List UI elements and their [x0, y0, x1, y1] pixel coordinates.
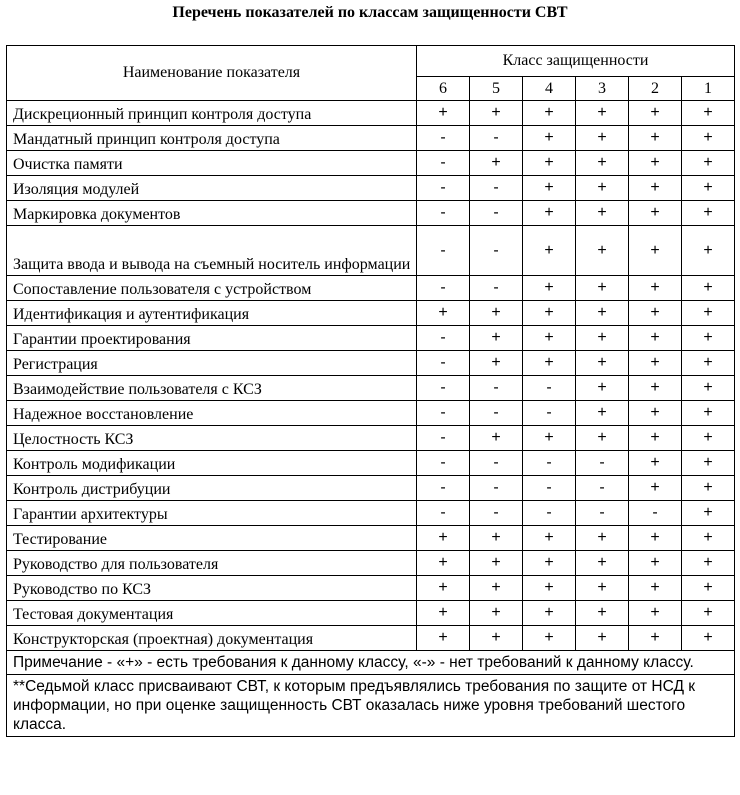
- indicator-name: Мандатный принцип контроля доступа: [7, 126, 417, 151]
- requirement-mark: +: [523, 151, 576, 176]
- requirement-mark: -: [417, 126, 470, 151]
- table-row: [7, 126, 735, 151]
- requirement-mark: +: [470, 301, 523, 326]
- requirement-mark: +: [470, 526, 523, 551]
- requirement-mark: -: [417, 401, 470, 426]
- requirement-mark: -: [417, 326, 470, 351]
- indicator-name: Изоляция модулей: [7, 176, 417, 201]
- indicator-name: Тестирование: [7, 526, 417, 551]
- table-row: [7, 401, 735, 426]
- requirement-mark: -: [417, 226, 470, 276]
- requirement-mark: -: [470, 201, 523, 226]
- indicator-name: Руководство по КСЗ: [7, 576, 417, 601]
- requirement-mark: -: [417, 201, 470, 226]
- requirement-mark: +: [523, 526, 576, 551]
- requirement-mark: +: [523, 626, 576, 651]
- requirement-mark: +: [682, 426, 735, 451]
- requirement-mark: +: [629, 351, 682, 376]
- requirement-mark: +: [629, 101, 682, 126]
- requirement-mark: +: [576, 626, 629, 651]
- requirement-mark: +: [470, 551, 523, 576]
- requirement-mark: +: [629, 451, 682, 476]
- requirement-mark: +: [682, 226, 735, 276]
- class-header-1: 1: [682, 77, 735, 101]
- requirement-mark: +: [576, 401, 629, 426]
- requirement-mark: +: [629, 576, 682, 601]
- requirement-mark: -: [470, 476, 523, 501]
- requirement-mark: +: [576, 176, 629, 201]
- requirement-mark: +: [629, 126, 682, 151]
- requirement-mark: +: [629, 176, 682, 201]
- requirement-mark: +: [682, 401, 735, 426]
- requirement-mark: +: [523, 351, 576, 376]
- requirement-mark: +: [629, 326, 682, 351]
- indicator-name: Взаимодействие пользователя с КСЗ: [7, 376, 417, 401]
- requirement-mark: -: [470, 376, 523, 401]
- requirement-mark: +: [523, 326, 576, 351]
- requirement-mark: -: [417, 376, 470, 401]
- requirement-mark: +: [576, 576, 629, 601]
- requirement-mark: -: [576, 476, 629, 501]
- note-row: [7, 675, 735, 737]
- table-row: [7, 301, 735, 326]
- requirement-mark: +: [470, 326, 523, 351]
- requirement-mark: +: [576, 276, 629, 301]
- class-header-6: 6: [417, 77, 470, 101]
- requirement-mark: +: [523, 426, 576, 451]
- requirement-mark: +: [682, 326, 735, 351]
- requirement-mark: +: [523, 601, 576, 626]
- requirement-mark: +: [682, 201, 735, 226]
- table-note: Примечание - «+» - есть требования к данному классу, «-» - нет требований к данному классу.: [7, 651, 735, 675]
- indicator-name: Целостность КСЗ: [7, 426, 417, 451]
- requirement-mark: -: [417, 351, 470, 376]
- requirement-mark: +: [629, 626, 682, 651]
- requirement-mark: +: [576, 376, 629, 401]
- requirement-mark: +: [682, 351, 735, 376]
- requirement-mark: +: [682, 176, 735, 201]
- requirement-mark: +: [629, 301, 682, 326]
- requirement-mark: +: [576, 551, 629, 576]
- requirement-mark: +: [417, 576, 470, 601]
- table-row: [7, 351, 735, 376]
- table-row: [7, 501, 735, 526]
- requirement-mark: -: [523, 476, 576, 501]
- requirement-mark: +: [629, 601, 682, 626]
- indicator-name: Конструкторская (проектная) документация: [7, 626, 417, 651]
- requirement-mark: +: [629, 551, 682, 576]
- indicator-name: Дискреционный принцип контроля доступа: [7, 101, 417, 126]
- requirement-mark: +: [470, 101, 523, 126]
- requirement-mark: -: [417, 276, 470, 301]
- requirement-mark: +: [523, 551, 576, 576]
- class-header-4: 4: [523, 77, 576, 101]
- indicator-name: Очистка памяти: [7, 151, 417, 176]
- table-row: [7, 626, 735, 651]
- requirement-mark: +: [629, 151, 682, 176]
- table-note: **Седьмой класс присваивают СВТ, к которым предъявлялись требования по защите от НСД к информации, но при оценке защищенность СВТ оказалась ниже уровня требований шестого класса.: [7, 675, 735, 737]
- requirement-mark: +: [417, 526, 470, 551]
- requirement-mark: +: [417, 301, 470, 326]
- table-row: [7, 276, 735, 301]
- table-row: [7, 151, 735, 176]
- indicator-name: Регистрация: [7, 351, 417, 376]
- indicator-name: Надежное восстановление: [7, 401, 417, 426]
- requirement-mark: +: [682, 101, 735, 126]
- requirement-mark: +: [576, 326, 629, 351]
- requirement-mark: +: [629, 401, 682, 426]
- requirement-mark: +: [470, 601, 523, 626]
- indicator-name: Защита ввода и вывода на съемный носитель информации: [7, 226, 417, 276]
- requirement-mark: +: [417, 601, 470, 626]
- requirement-mark: +: [470, 626, 523, 651]
- table-row: [7, 426, 735, 451]
- requirement-mark: -: [576, 501, 629, 526]
- table-row: [7, 526, 735, 551]
- requirement-mark: +: [629, 226, 682, 276]
- requirement-mark: +: [523, 176, 576, 201]
- table-row: [7, 601, 735, 626]
- requirement-mark: +: [576, 301, 629, 326]
- requirement-mark: +: [682, 601, 735, 626]
- requirement-mark: +: [682, 476, 735, 501]
- indicator-name: Сопоставление пользователя с устройством: [7, 276, 417, 301]
- requirement-mark: -: [470, 176, 523, 201]
- table-row: [7, 101, 735, 126]
- indicator-name: Руководство для пользователя: [7, 551, 417, 576]
- requirement-mark: -: [470, 451, 523, 476]
- page-title: Перечень показателей по классам защищенности СВТ: [172, 4, 568, 21]
- requirement-mark: +: [576, 601, 629, 626]
- requirement-mark: -: [523, 501, 576, 526]
- requirement-mark: +: [629, 476, 682, 501]
- requirement-mark: +: [576, 201, 629, 226]
- requirement-mark: +: [682, 501, 735, 526]
- table-row: [7, 451, 735, 476]
- requirement-mark: -: [470, 126, 523, 151]
- table-row: [7, 226, 735, 276]
- requirement-mark: +: [576, 226, 629, 276]
- requirement-mark: +: [682, 276, 735, 301]
- requirement-mark: +: [523, 301, 576, 326]
- indicator-name: Тестовая документация: [7, 601, 417, 626]
- requirement-mark: -: [417, 176, 470, 201]
- requirement-mark: +: [523, 201, 576, 226]
- requirement-mark: +: [682, 626, 735, 651]
- requirement-mark: -: [629, 501, 682, 526]
- requirement-mark: +: [682, 301, 735, 326]
- requirement-mark: +: [682, 526, 735, 551]
- requirement-mark: +: [629, 426, 682, 451]
- requirement-mark: +: [523, 276, 576, 301]
- table-row: [7, 326, 735, 351]
- requirement-mark: +: [629, 376, 682, 401]
- requirement-mark: +: [523, 576, 576, 601]
- requirement-mark: +: [576, 101, 629, 126]
- requirement-mark: +: [417, 101, 470, 126]
- requirement-mark: +: [523, 101, 576, 126]
- indicator-name: Контроль дистрибуции: [7, 476, 417, 501]
- requirement-mark: -: [470, 401, 523, 426]
- indicator-name: Гарантии проектирования: [7, 326, 417, 351]
- requirement-mark: +: [470, 151, 523, 176]
- requirement-mark: +: [629, 201, 682, 226]
- note-row: [7, 651, 735, 675]
- table-row: [7, 551, 735, 576]
- requirement-mark: -: [470, 276, 523, 301]
- table-row: [7, 201, 735, 226]
- column-header-name: Наименование показателя: [7, 46, 417, 101]
- table-row: [7, 576, 735, 601]
- requirement-mark: -: [417, 151, 470, 176]
- requirement-mark: -: [417, 476, 470, 501]
- requirement-mark: +: [576, 351, 629, 376]
- table-row: [7, 176, 735, 201]
- class-header-2: 2: [629, 77, 682, 101]
- table-row: [7, 376, 735, 401]
- requirement-mark: +: [470, 426, 523, 451]
- requirement-mark: +: [629, 276, 682, 301]
- requirement-mark: -: [417, 451, 470, 476]
- requirement-mark: +: [470, 351, 523, 376]
- requirement-mark: -: [417, 501, 470, 526]
- requirement-mark: +: [523, 226, 576, 276]
- requirement-mark: +: [576, 426, 629, 451]
- requirement-mark: -: [523, 451, 576, 476]
- requirement-mark: +: [682, 151, 735, 176]
- requirement-mark: +: [682, 576, 735, 601]
- requirement-mark: +: [576, 151, 629, 176]
- requirement-mark: +: [682, 551, 735, 576]
- requirement-mark: -: [470, 226, 523, 276]
- indicator-name: Идентификация и аутентификация: [7, 301, 417, 326]
- requirement-mark: -: [523, 401, 576, 426]
- requirement-mark: +: [682, 451, 735, 476]
- requirement-mark: +: [523, 126, 576, 151]
- column-header-group: Класс защищенности: [417, 46, 735, 77]
- indicator-name: Контроль модификации: [7, 451, 417, 476]
- requirement-mark: -: [576, 451, 629, 476]
- table-row: [7, 476, 735, 501]
- class-header-3: 3: [576, 77, 629, 101]
- requirement-mark: +: [682, 126, 735, 151]
- requirement-mark: +: [682, 376, 735, 401]
- requirement-mark: -: [470, 501, 523, 526]
- requirement-mark: +: [576, 526, 629, 551]
- requirement-mark: +: [417, 626, 470, 651]
- requirement-mark: -: [523, 376, 576, 401]
- requirement-mark: +: [470, 576, 523, 601]
- security-classes-table: [6, 45, 735, 737]
- indicator-name: Маркировка документов: [7, 201, 417, 226]
- requirement-mark: +: [417, 551, 470, 576]
- class-header-5: 5: [470, 77, 523, 101]
- requirement-mark: +: [629, 526, 682, 551]
- requirement-mark: -: [417, 426, 470, 451]
- indicator-name: Гарантии архитектуры: [7, 501, 417, 526]
- requirement-mark: +: [576, 126, 629, 151]
